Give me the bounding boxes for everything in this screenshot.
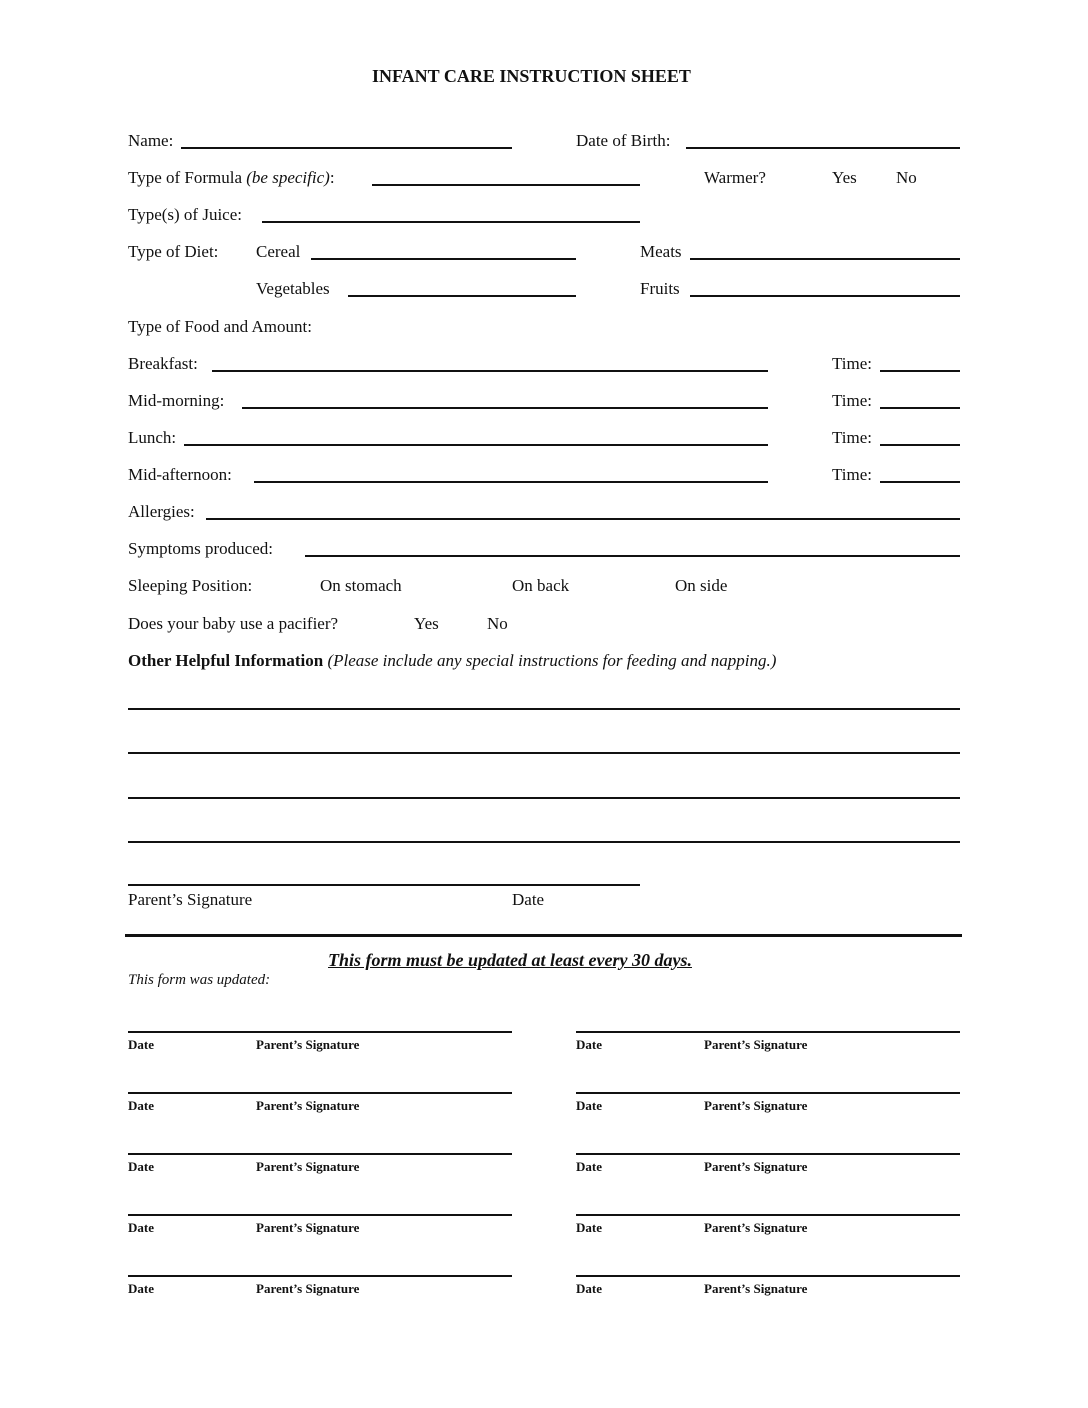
meats-label: Meats [640, 242, 682, 261]
juice-label: Type(s) of Juice: [128, 205, 242, 224]
mid-morning-field[interactable] [242, 407, 768, 409]
update-signature-label: Parent’s Signature [704, 1098, 808, 1113]
lunch-time-field[interactable] [880, 444, 960, 446]
update-signature-line[interactable] [576, 1275, 960, 1277]
update-signature-label: Parent’s Signature [256, 1098, 360, 1113]
breakfast-label: Breakfast: [128, 354, 198, 373]
on-stomach-option[interactable]: On stomach [320, 576, 402, 595]
update-date-label: Date [576, 1281, 602, 1296]
food-amount-label: Type of Food and Amount: [128, 317, 312, 336]
breakfast-time-field[interactable] [880, 370, 960, 372]
update-date-label: Date [576, 1159, 602, 1174]
lunch-field[interactable] [184, 444, 768, 446]
dob-label: Date of Birth: [576, 131, 671, 150]
update-date-label: Date [128, 1220, 154, 1235]
update-signature-line[interactable] [128, 1275, 512, 1277]
other-info-note: (Please include any special instructions for feeding and napping.) [327, 651, 777, 670]
signature-field[interactable] [128, 884, 640, 886]
update-signature-label: Parent’s Signature [256, 1220, 360, 1235]
update-date-label: Date [128, 1159, 154, 1174]
formula-field[interactable] [372, 184, 640, 186]
update-date-label: Date [576, 1037, 602, 1052]
pacifier-label: Does your baby use a pacifier? [128, 614, 339, 633]
other-info-label: Other Helpful Information [128, 651, 324, 670]
allergies-field[interactable] [206, 518, 960, 520]
pacifier-yes-option[interactable]: Yes [414, 614, 439, 633]
formula-note: (be specific) [246, 168, 330, 187]
update-signature-label: Parent’s Signature [704, 1220, 808, 1235]
signature-date-label: Date [512, 890, 545, 909]
update-date-label: Date [128, 1037, 154, 1052]
breakfast-time-label: Time: [832, 354, 873, 373]
mid-morning-time-field[interactable] [880, 407, 960, 409]
other-info-heading [128, 651, 776, 671]
update-signature-line[interactable] [128, 1031, 512, 1033]
meats-field[interactable] [690, 258, 960, 260]
update-signature-label: Parent’s Signature [256, 1037, 360, 1052]
mid-morning-time-label: Time: [832, 391, 873, 410]
update-date-label: Date [576, 1220, 602, 1235]
name-field[interactable] [181, 147, 512, 149]
update-signature-line[interactable] [576, 1214, 960, 1216]
other-info-line-2[interactable] [128, 752, 960, 754]
vegetables-field[interactable] [348, 295, 576, 297]
other-info-line-4[interactable] [128, 841, 960, 843]
mid-morning-label: Mid-morning: [128, 391, 225, 410]
formula-label [128, 168, 335, 188]
warmer-label: Warmer? [704, 168, 766, 187]
fruits-label: Fruits [640, 279, 680, 298]
parent-signature-label: Parent’s Signature [128, 890, 253, 909]
update-signature-line[interactable] [576, 1153, 960, 1155]
warmer-no-option[interactable]: No [896, 168, 917, 187]
formula-label-text: Type of Formula [128, 168, 243, 187]
juice-field[interactable] [262, 221, 640, 223]
breakfast-field[interactable] [212, 370, 768, 372]
update-signature-line[interactable] [576, 1092, 960, 1094]
dob-field[interactable] [686, 147, 960, 149]
mid-afternoon-field[interactable] [254, 481, 768, 483]
page-title: INFANT CARE INSTRUCTION SHEET [372, 66, 691, 86]
symptoms-field[interactable] [305, 555, 960, 557]
update-signature-line[interactable] [128, 1153, 512, 1155]
formula-colon: : [329, 168, 335, 187]
update-signature-label: Parent’s Signature [256, 1159, 360, 1174]
update-date-label: Date [128, 1098, 154, 1113]
sleeping-label: Sleeping Position: [128, 576, 253, 595]
update-signature-line[interactable] [128, 1214, 512, 1216]
update-signature-label: Parent’s Signature [704, 1159, 808, 1174]
updated-label: This form was updated: [128, 972, 271, 988]
name-label: Name: [128, 131, 174, 150]
update-signature-line[interactable] [128, 1092, 512, 1094]
update-signature-label: Parent’s Signature [704, 1281, 808, 1296]
vegetables-label: Vegetables [256, 279, 330, 298]
mid-afternoon-label: Mid-afternoon: [128, 465, 232, 484]
warmer-yes-option[interactable]: Yes [832, 168, 857, 187]
other-info-line-3[interactable] [128, 797, 960, 799]
update-signature-line[interactable] [576, 1031, 960, 1033]
lunch-time-label: Time: [832, 428, 873, 447]
pacifier-no-option[interactable]: No [487, 614, 508, 633]
update-signature-label: Parent’s Signature [704, 1037, 808, 1052]
fruits-field[interactable] [690, 295, 960, 297]
mid-afternoon-time-label: Time: [832, 465, 873, 484]
other-info-line-1[interactable] [128, 708, 960, 710]
update-date-label: Date [576, 1098, 602, 1113]
on-side-option[interactable]: On side [675, 576, 728, 595]
mid-afternoon-time-field[interactable] [880, 481, 960, 483]
diet-label: Type of Diet: [128, 242, 219, 261]
update-date-label: Date [128, 1281, 154, 1296]
cereal-field[interactable] [311, 258, 576, 260]
allergies-label: Allergies: [128, 502, 195, 521]
symptoms-label: Symptoms produced: [128, 539, 273, 558]
on-back-option[interactable]: On back [512, 576, 570, 595]
update-notice: This form must be updated at least every 30 days. [328, 950, 692, 970]
update-signature-label: Parent’s Signature [256, 1281, 360, 1296]
cereal-label: Cereal [256, 242, 301, 261]
section-divider [125, 934, 962, 937]
lunch-label: Lunch: [128, 428, 177, 447]
